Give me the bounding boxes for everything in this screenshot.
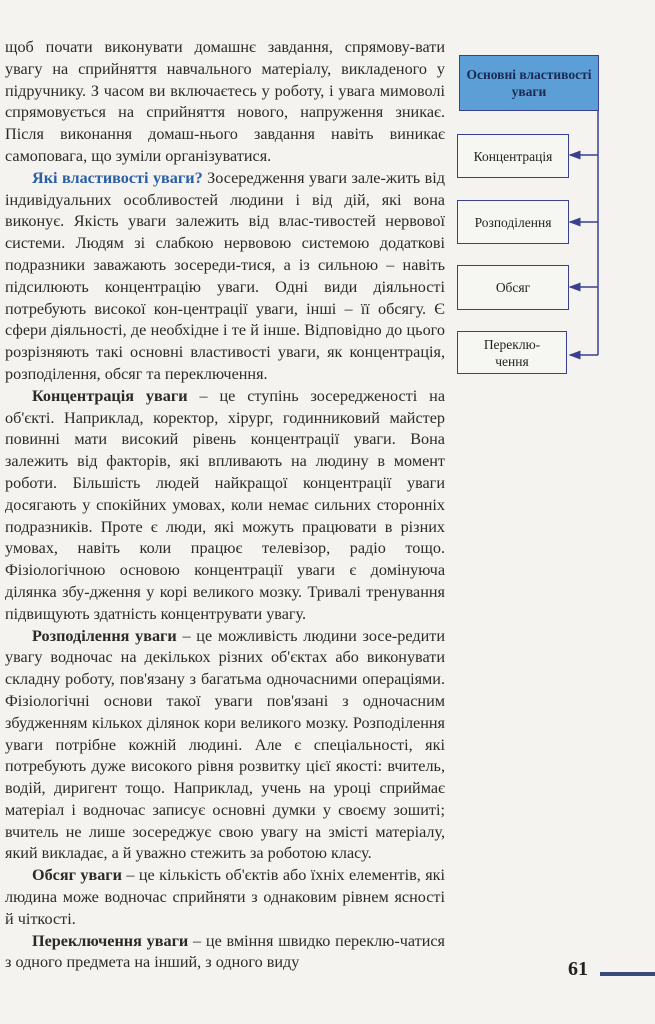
question-heading: Які властивості уваги?	[32, 168, 203, 187]
page-number: 61	[568, 958, 588, 980]
diagram-item-switching: Переклю-чення	[457, 331, 567, 374]
diagram-item-concentration: Концентрація	[457, 134, 569, 178]
page-number-rule	[600, 972, 655, 976]
paragraph-text: – це вміння швидко переклю-чатися з одного предмета на інший, з одного виду	[5, 931, 445, 972]
term-distribution: Розподілення уваги	[32, 626, 177, 645]
paragraph-volume	[5, 865, 445, 930]
term-volume: Обсяг уваги	[32, 866, 122, 885]
paragraph-concentration	[5, 386, 445, 626]
paragraph-intro: щоб почати виконувати домашнє завдання, спрямову-вати увагу на сприйняття навчального матеріалу, викладеного у підручнику. З часом ви включаєтесь у роботу, і увага мимоволі спрямовується на сприйняття нового, напруження зникає. Після виконання домаш-нього завдання навіть виникає самоповага, що зуміли організуватися.	[5, 38, 445, 165]
paragraph-text: – це ступінь зосередженості на об'єкті. Наприклад, коректор, хірург, годинниковий майстер повинні мати високий рівень концентрації уваги. Вона залежить від факторів, які впливають на людину в момент роботи. Більшість людей найкращої концентрації уваги досягають у спокійних умовах, коли немає сильних сторонніх подразників. Проте є люди, які можуть працювати в різних умовах, навіть коли працює телевізор, радіо тощо. Фізіологічною основою концентрації уваги є домінуюча ділянка збу-дження у корі великого мозку. Тривалі тренування підвищують здатність концентрувати увагу.	[5, 386, 446, 623]
paragraph-switching	[5, 931, 445, 975]
diagram-title: Основні властивості уваги	[459, 55, 599, 111]
term-switching: Переключення уваги	[32, 931, 189, 950]
paragraph-distribution	[5, 626, 445, 866]
paragraph-text: – це можливість людини зосе-редити увагу водночас на декількох різних об'єктах або виконувати складну роботу, пов'язану з багатьма одночасними операціями. Фізіологічні основи такої уваги пов'язані з одночасним збудженням кількох ділянок кори великого мозку. Розподілення уваги потрібне кожній людині. Але є спеціальності, які потребують дуже високого рівня розвитку цієї якості: вчитель, водій, диригент тощо. Наприклад, учень на уроці сприймає матеріал і водночас записує основні думки у своєму зошиті; вчитель не лише зосереджує свою увагу на змісті матеріалу, який викладає, а й уважно стежить за роботою класу.	[5, 626, 445, 863]
paragraph-text: – це кількість об'єктів або їхніх елементів, які людина може водночас сприйняти з однаковим рівнем ясності й чіткості.	[5, 866, 446, 928]
term-concentration: Концентрація уваги	[32, 386, 188, 405]
paragraph-text: Зосередження уваги зале-жить від індивідуальних особливостей людини і від дій, які вона виконує. Якість уваги залежить від влас-тивостей нервової системи. Людям зі слабкою нервовою системою додаткові подразники заважають зосереди-тися, а із сильною – навіть підсилюють концентрацію уваги. Одні види діяльності потребують високої кон-центрації уваги, інші – її обсягу. Є сфери діяльності, де необхідне і те й інше. Відповідно до цього розрізняють такі основні властивості уваги, як концентрація, розподілення, обсяг та переключення.	[5, 168, 445, 383]
diagram-item-distribution: Розподілення	[457, 200, 569, 244]
diagram-item-volume: Обсяг	[457, 265, 569, 310]
